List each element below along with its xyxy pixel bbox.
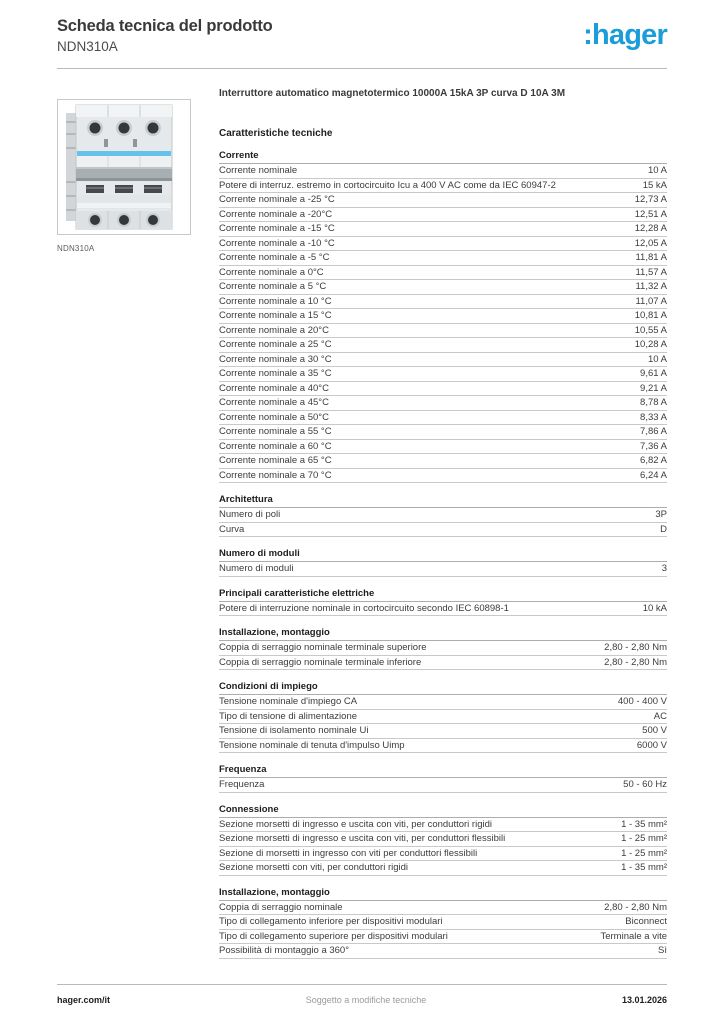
table-row <box>219 425 667 440</box>
row-value: 11,57 A <box>635 266 667 278</box>
row-label: Corrente nominale a -20°C <box>219 208 333 220</box>
row-label: Numero di moduli <box>219 563 294 574</box>
row-value: 2,80 - 2,80 Nm <box>604 656 667 668</box>
row-value: 500 V <box>642 725 667 736</box>
spec-section <box>219 494 667 537</box>
row-value: 7,86 A <box>640 426 667 437</box>
table-row <box>219 396 667 411</box>
section-title: Architettura <box>219 494 667 508</box>
row-value: 2,80 - 2,80 Nm <box>604 642 667 653</box>
section-rows <box>219 818 667 876</box>
section-title: Connessione <box>219 804 667 818</box>
footer-date: 13.01.2026 <box>621 995 667 1005</box>
section-rows <box>219 562 667 577</box>
row-value: 12,73 A <box>634 194 667 205</box>
row-value: 7,36 A <box>640 440 667 452</box>
row-value: 9,21 A <box>640 382 667 394</box>
table-row <box>219 164 667 179</box>
row-label: Tensione di isolamento nominale Ui <box>219 725 369 736</box>
table-row <box>219 367 667 382</box>
spec-section <box>219 150 667 483</box>
section-rows <box>219 508 667 537</box>
row-label: Corrente nominale a 15 °C <box>219 310 332 321</box>
section-title: Corrente <box>219 150 667 164</box>
row-value: 10 A <box>647 165 667 176</box>
circuit-breaker-illustration <box>62 103 186 231</box>
spec-section <box>219 887 667 959</box>
table-row <box>219 266 667 281</box>
product-code: NDN310A <box>57 39 118 54</box>
row-label: Corrente nominale a 70 °C <box>219 469 332 481</box>
table-row <box>219 382 667 397</box>
row-value: 10,28 A <box>634 339 667 350</box>
spec-section <box>219 804 667 876</box>
row-label: Curva <box>219 523 245 535</box>
table-row <box>219 523 667 538</box>
row-value: 11,07 A <box>635 295 667 307</box>
row-value: Sì <box>658 945 667 956</box>
table-row <box>219 641 667 656</box>
row-label: Corrente nominale a 55 °C <box>219 426 332 437</box>
row-value: 3 <box>661 563 667 574</box>
page-footer <box>57 984 667 1005</box>
table-row <box>219 901 667 916</box>
row-label: Corrente nominale a 20°C <box>219 324 329 336</box>
row-value: D <box>660 523 667 535</box>
row-value: 11,32 A <box>635 281 667 292</box>
row-label: Possibilità di montaggio a 360° <box>219 945 350 956</box>
row-label: Corrente nominale a 40°C <box>219 382 329 394</box>
row-label: Tipo di collegamento inferiore per dispositivi modulari <box>219 916 443 927</box>
section-title: Condizioni di impiego <box>219 681 667 695</box>
section-title: Installazione, montaggio <box>219 887 667 901</box>
table-row <box>219 562 667 577</box>
row-value: 8,78 A <box>640 397 667 408</box>
spec-section <box>219 548 667 577</box>
row-label: Corrente nominale a -10 °C <box>219 237 335 249</box>
tech-characteristics-heading: Caratteristiche tecniche <box>219 128 333 139</box>
hager-logo: :hager <box>583 19 667 51</box>
page-header <box>57 0 667 69</box>
table-row <box>219 280 667 295</box>
row-value: 12,28 A <box>634 223 667 234</box>
table-row <box>219 237 667 252</box>
table-row <box>219 915 667 930</box>
table-row <box>219 411 667 426</box>
section-rows <box>219 602 667 617</box>
row-label: Corrente nominale a -5 °C <box>219 252 330 263</box>
row-label: Corrente nominale a 60 °C <box>219 440 332 452</box>
footer-website-link[interactable]: hager.com/it <box>57 995 111 1005</box>
row-label: Tipo di collegamento superiore per dispositivi modulari <box>219 930 448 942</box>
table-row <box>219 454 667 469</box>
row-value: 10,55 A <box>634 324 667 336</box>
table-row <box>219 861 667 876</box>
table-row <box>219 739 667 754</box>
table-row <box>219 193 667 208</box>
row-value: 6,24 A <box>640 469 667 481</box>
row-value: 10 kA <box>642 602 667 614</box>
spec-section <box>219 764 667 793</box>
row-value: 6,82 A <box>640 455 667 466</box>
table-row <box>219 656 667 671</box>
row-label: Corrente nominale a 10 °C <box>219 295 332 307</box>
table-row <box>219 324 667 339</box>
section-rows <box>219 695 667 753</box>
table-row <box>219 944 667 959</box>
table-row <box>219 222 667 237</box>
table-row <box>219 469 667 484</box>
row-value: 9,61 A <box>640 368 667 379</box>
row-value: 10 A <box>647 353 667 365</box>
table-row <box>219 832 667 847</box>
table-row <box>219 930 667 945</box>
row-value: 12,05 A <box>634 237 667 249</box>
product-image-column <box>57 80 191 253</box>
footer-note: Soggetto a modifiche tecniche <box>305 995 427 1005</box>
row-label: Sezione di morsetti in ingresso con viti per conduttori flessibili <box>219 847 478 859</box>
row-value: 8,33 A <box>640 411 667 423</box>
row-label: Sezione morsetti di ingresso e uscita con viti, per conduttori flessibili <box>219 833 506 844</box>
section-rows <box>219 901 667 959</box>
row-value: 10,81 A <box>634 310 667 321</box>
row-value: 3P <box>655 509 667 520</box>
row-label: Coppia di serraggio nominale terminale inferiore <box>219 656 422 668</box>
row-label: Corrente nominale a -15 °C <box>219 223 335 234</box>
spec-section <box>219 681 667 753</box>
section-rows <box>219 164 667 483</box>
row-label: Corrente nominale a 0°C <box>219 266 324 278</box>
spec-sections <box>219 150 667 959</box>
table-row <box>219 251 667 266</box>
row-value: 6000 V <box>636 739 667 751</box>
table-row <box>219 847 667 862</box>
page-title: Scheda tecnica del prodotto <box>57 17 273 35</box>
row-label: Corrente nominale a 45°C <box>219 397 329 408</box>
row-value: Terminale a vite <box>600 930 667 942</box>
row-value: 11,81 A <box>635 252 667 263</box>
title-block <box>57 17 273 54</box>
row-value: AC <box>653 710 667 722</box>
table-row <box>219 338 667 353</box>
row-label: Corrente nominale <box>219 165 298 176</box>
spec-column <box>219 80 667 959</box>
spec-section <box>219 627 667 670</box>
row-label: Tensione nominale di tenuta d'impulso Uimp <box>219 739 405 751</box>
table-row <box>219 508 667 523</box>
table-row <box>219 602 667 617</box>
row-label: Tipo di tensione di alimentazione <box>219 710 358 722</box>
row-label: Coppia di serraggio nominale terminale superiore <box>219 642 427 653</box>
product-image-caption: NDN310A <box>57 244 95 253</box>
row-value: 12,51 A <box>634 208 667 220</box>
table-row <box>219 353 667 368</box>
row-label: Potere di interruz. estremo in cortocircuito Icu a 400 V AC come da IEC 60947-2 <box>219 179 556 191</box>
row-label: Corrente nominale a 50°C <box>219 411 329 423</box>
section-rows <box>219 778 667 793</box>
row-value: 1 - 25 mm² <box>621 833 667 844</box>
table-row <box>219 724 667 739</box>
table-row <box>219 295 667 310</box>
table-row <box>219 695 667 710</box>
row-label: Corrente nominale a 30 °C <box>219 353 332 365</box>
section-title: Principali caratteristiche elettriche <box>219 588 667 602</box>
section-title: Installazione, montaggio <box>219 627 667 641</box>
row-label: Tensione nominale d'impiego CA <box>219 696 358 707</box>
product-description: Interruttore automatico magnetotermico 10000A 15kA 3P curva D 10A 3M <box>219 88 566 99</box>
row-label: Frequenza <box>219 779 265 790</box>
row-label: Sezione morsetti di ingresso e uscita con viti, per conduttori rigidi <box>219 818 492 830</box>
row-value: 1 - 25 mm² <box>621 847 667 859</box>
row-value: 1 - 35 mm² <box>621 818 667 830</box>
row-value: Biconnect <box>625 916 667 927</box>
header-divider <box>57 68 667 69</box>
row-label: Corrente nominale a 35 °C <box>219 368 332 379</box>
row-value: 400 - 400 V <box>617 696 667 707</box>
table-row <box>219 778 667 793</box>
row-label: Coppia di serraggio nominale <box>219 901 343 913</box>
table-row <box>219 208 667 223</box>
row-label: Numero di poli <box>219 509 281 520</box>
row-label: Corrente nominale a -25 °C <box>219 194 335 205</box>
section-title: Numero di moduli <box>219 548 667 562</box>
table-row <box>219 440 667 455</box>
row-value: 1 - 35 mm² <box>621 862 667 873</box>
section-rows <box>219 641 667 670</box>
spec-section <box>219 588 667 617</box>
row-label: Corrente nominale a 65 °C <box>219 455 332 466</box>
row-label: Corrente nominale a 5 °C <box>219 281 327 292</box>
row-value: 15 kA <box>642 179 667 191</box>
product-image <box>57 99 191 235</box>
main-content <box>57 80 667 959</box>
row-label: Potere di interruzione nominale in cortocircuito secondo IEC 60898-1 <box>219 602 509 614</box>
table-row <box>219 710 667 725</box>
row-label: Corrente nominale a 25 °C <box>219 339 332 350</box>
row-value: 2,80 - 2,80 Nm <box>604 901 667 913</box>
section-title: Frequenza <box>219 764 667 778</box>
row-value: 50 - 60 Hz <box>623 779 667 790</box>
table-row <box>219 309 667 324</box>
row-label: Sezione morsetti con viti, per conduttori rigidi <box>219 862 409 873</box>
table-row <box>219 179 667 194</box>
table-row <box>219 818 667 833</box>
